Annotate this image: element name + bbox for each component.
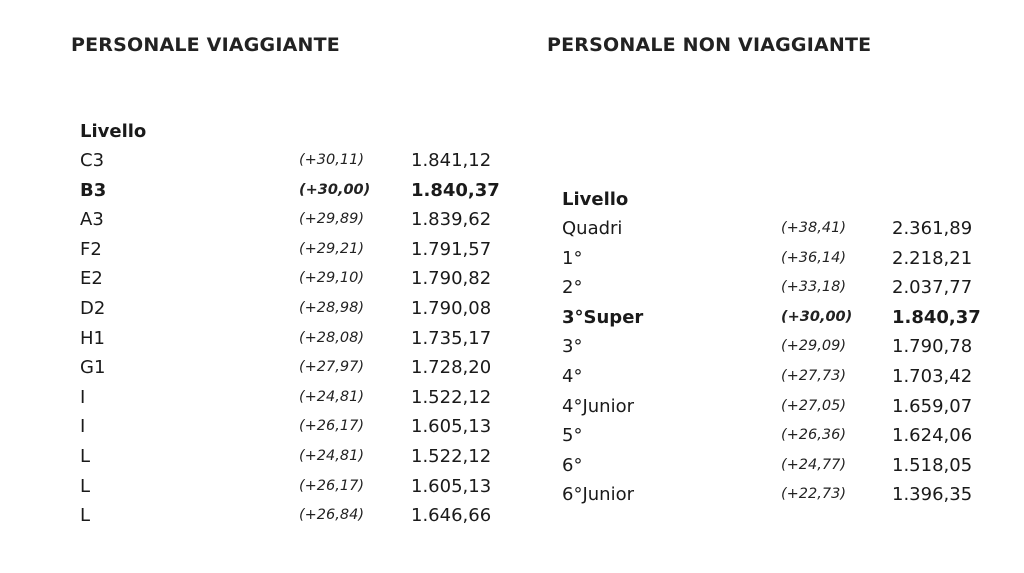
table-row (80, 205, 492, 235)
amount-cell: 1.790,82 (411, 268, 492, 290)
increase-cell: (+29,10) (299, 270, 364, 287)
amount-cell: 1.646,66 (411, 505, 492, 527)
amount-cell: 1.703,42 (892, 365, 973, 387)
level-cell: Quadri (562, 218, 623, 239)
level-cell: I (80, 386, 86, 408)
table-row (80, 501, 492, 531)
rows-container (80, 146, 500, 531)
amount-cell: 2.218,21 (892, 247, 973, 269)
amount-cell: 1.605,13 (411, 475, 492, 497)
increase-cell: (+26,17) (299, 418, 364, 435)
amount-cell: 1.790,78 (892, 336, 973, 358)
amount-cell: 1.522,12 (411, 386, 492, 408)
table-row (562, 480, 973, 510)
level-cell: D2 (80, 297, 106, 319)
level-cell: 6°Junior (562, 484, 634, 506)
table-row (80, 235, 492, 265)
amount-cell: 1.624,06 (892, 425, 973, 447)
level-cell: G1 (80, 357, 106, 379)
amount-cell: 1.659,07 (892, 395, 973, 417)
rows-container (562, 214, 981, 510)
increase-cell: (+22,73) (781, 486, 846, 503)
amount-cell: 1.791,57 (411, 238, 492, 260)
amount-cell: 1.839,62 (411, 209, 492, 231)
level-cell: 4°Junior (562, 395, 634, 417)
amount-cell: 1.841,12 (411, 150, 492, 171)
level-cell: 3° (562, 336, 583, 358)
table-row (562, 332, 973, 362)
title-personale-non-viaggiante: PERSONALE NON VIAGGIANTE (547, 34, 872, 56)
level-cell: H1 (80, 327, 105, 349)
level-cell: L (80, 445, 91, 467)
increase-cell: (+26,36) (781, 427, 846, 444)
amount-cell: 1.840,37 (411, 179, 500, 201)
level-cell: 4° (562, 365, 583, 387)
table-row (80, 146, 492, 176)
increase-cell: (+27,97) (299, 359, 364, 376)
table-viaggiante (80, 118, 500, 531)
level-cell: 1° (562, 247, 583, 269)
amount-cell: 1.728,20 (411, 357, 492, 379)
increase-cell: (+27,05) (781, 397, 846, 414)
increase-cell: (+36,14) (781, 249, 846, 266)
increase-cell: (+29,89) (299, 211, 364, 228)
table-row (562, 273, 973, 303)
increase-cell: (+28,98) (299, 299, 364, 316)
level-cell: F2 (80, 238, 102, 260)
amount-cell: 2.037,77 (892, 277, 973, 299)
increase-cell: (+27,73) (781, 367, 846, 384)
level-cell: B3 (80, 179, 107, 201)
increase-cell: (+24,81) (299, 388, 364, 405)
level-cell: 5° (562, 425, 583, 447)
amount-cell: 1.790,08 (411, 297, 492, 319)
level-cell: I (80, 416, 86, 438)
increase-cell: (+30,11) (299, 152, 364, 168)
increase-cell: (+30,00) (299, 181, 371, 198)
amount-cell: 1.518,05 (892, 454, 973, 476)
increase-cell: (+28,08) (299, 329, 364, 346)
increase-cell: (+38,41) (781, 220, 846, 236)
increase-cell: (+24,77) (781, 456, 846, 473)
increase-cell: (+26,84) (299, 507, 364, 524)
table-row (80, 264, 492, 294)
table-row (562, 244, 973, 274)
amount-cell: 1.605,13 (411, 416, 492, 438)
amount-cell: 1.840,37 (892, 306, 981, 328)
amount-cell: 2.361,89 (892, 218, 973, 239)
table-row (562, 362, 973, 392)
increase-cell: (+29,21) (299, 240, 364, 257)
table-row (80, 324, 492, 354)
increase-cell: (+30,00) (781, 308, 853, 325)
increase-cell: (+24,81) (299, 447, 364, 464)
table-row (80, 176, 500, 206)
table-row (562, 421, 973, 451)
column-header-livello: Livello (80, 121, 147, 142)
table-non-viaggiante (562, 186, 981, 510)
level-cell: 6° (562, 454, 583, 476)
level-cell: L (80, 475, 91, 497)
level-cell: L (80, 505, 91, 527)
table-row (80, 412, 492, 442)
level-cell: 2° (562, 277, 583, 299)
level-cell: E2 (80, 268, 103, 290)
increase-cell: (+29,09) (781, 338, 846, 355)
table-row (80, 353, 492, 383)
level-cell: A3 (80, 209, 104, 231)
level-cell: 3°Super (562, 306, 644, 328)
title-personale-viaggiante: PERSONALE VIAGGIANTE (71, 34, 340, 56)
table-row (80, 472, 492, 502)
level-cell: C3 (80, 150, 105, 171)
increase-cell: (+26,17) (299, 477, 364, 494)
increase-cell: (+33,18) (781, 279, 846, 296)
table-row (562, 392, 973, 422)
amount-cell: 1.396,35 (892, 484, 973, 506)
amount-cell: 1.522,12 (411, 445, 492, 467)
column-header-livello: Livello (562, 189, 629, 210)
table-row (80, 294, 492, 324)
amount-cell: 1.735,17 (411, 327, 492, 349)
table-row (80, 442, 492, 472)
table-row (562, 214, 973, 244)
table-row (80, 383, 492, 413)
table-row (562, 451, 973, 481)
table-row (562, 303, 981, 333)
